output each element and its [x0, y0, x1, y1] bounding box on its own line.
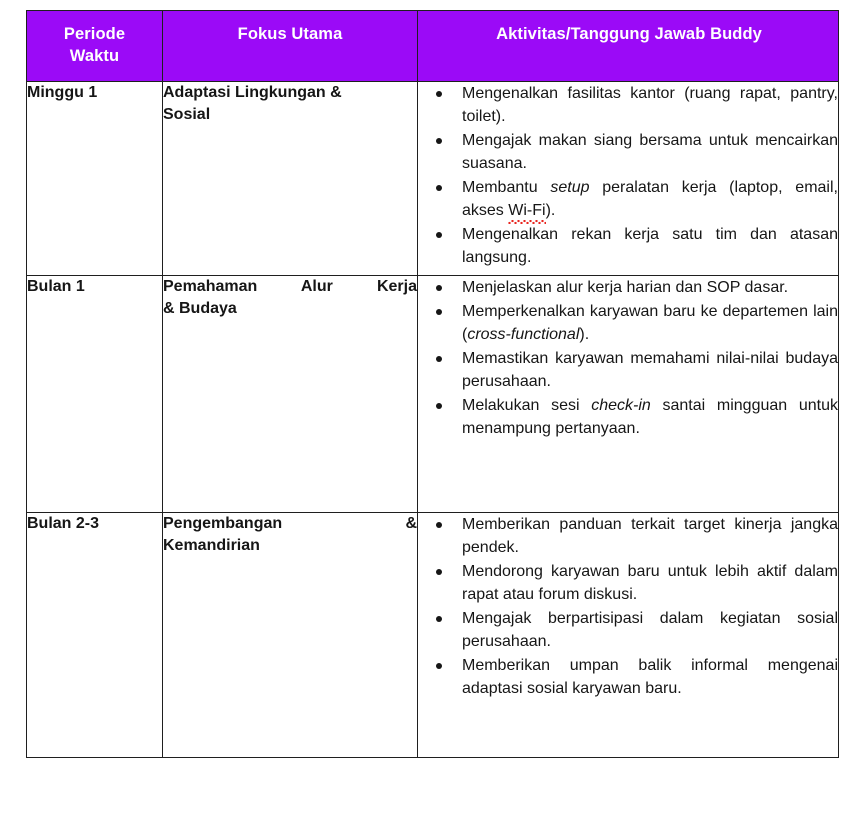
header-line-2: Waktu	[69, 46, 120, 65]
column-header-aktivitas-text: Aktivitas/Tanggung Jawab Buddy	[496, 25, 762, 43]
cell-fokus-line-2: Kemandirian	[163, 536, 260, 554]
activity-list	[418, 82, 838, 269]
list-item-text: Mengenalkan fasilitas kantor (ruang rapat, pantry, toilet).	[462, 85, 838, 126]
list-item	[418, 513, 838, 559]
list-item	[418, 347, 838, 393]
table-header	[27, 11, 839, 82]
table-header-row	[27, 11, 839, 82]
list-item-text-cont: santai mingguan untuk menampung pertanyaan.	[462, 397, 838, 438]
list-item-emphasis: setup	[550, 179, 590, 197]
list-item	[418, 82, 838, 128]
cell-fokus-line-1: Adaptasi Lingkungan &	[163, 84, 342, 101]
cell-periode: Bulan 2-3	[27, 513, 163, 758]
list-item	[418, 654, 838, 700]
list-item-text: Mengajak makan siang bersama untuk mencairkan suasana.	[462, 132, 838, 173]
list-item-text: Mengenalkan rekan kerja satu tim dan atasan langsung.	[462, 226, 838, 267]
list-item	[418, 276, 838, 299]
list-item	[418, 560, 838, 606]
table-body	[27, 82, 839, 758]
column-header-periode-waktu	[27, 11, 163, 82]
cell-aktivitas	[418, 276, 839, 513]
table-row	[27, 513, 839, 758]
list-item	[418, 223, 838, 269]
cell-periode: Bulan 1	[27, 276, 163, 513]
list-item-text: Memberikan panduan terkait target kinerja jangka pendek.	[462, 516, 838, 557]
list-item	[418, 300, 838, 346]
activity-list	[418, 276, 838, 440]
cell-periode: Minggu 1	[27, 82, 163, 276]
column-header-fokus-utama	[163, 11, 418, 82]
list-item-text: Mengajak berpartisipasi dalam kegiatan sosial perusahaan.	[462, 610, 838, 651]
cell-fokus-line-1: Pemahaman Alur Kerja	[163, 278, 417, 295]
cell-fokus	[163, 82, 418, 276]
column-header-fokus-utama-text: Fokus Utama	[237, 25, 343, 43]
list-item-emphasis: check-in	[591, 397, 651, 415]
list-item-text: Memberikan umpan balik informal mengenai adaptasi sosial karyawan baru.	[462, 657, 838, 698]
cell-aktivitas	[418, 513, 839, 758]
list-item-text: Memastikan karyawan memahami nilai-nilai budaya perusahaan.	[462, 350, 838, 391]
cell-fokus-line-2: & Budaya	[163, 299, 237, 317]
column-header-periode-waktu-text	[27, 11, 162, 68]
table-row	[27, 276, 839, 513]
header-line-1: Periode	[63, 25, 126, 43]
cell-fokus	[163, 513, 418, 758]
list-item	[418, 607, 838, 653]
list-item	[418, 129, 838, 175]
list-item-text: Menjelaskan alur kerja harian dan SOP dasar.	[462, 279, 789, 296]
list-item-text: Membantu	[462, 179, 551, 197]
list-item-emphasis: cross-functional	[467, 326, 580, 344]
list-item-text: Memperkenalkan karyawan baru ke departemen lain (	[462, 303, 838, 344]
list-item-text-cont: ).	[579, 326, 590, 344]
buddy-program-table-container	[26, 10, 838, 758]
column-header-aktivitas	[418, 11, 839, 82]
buddy-program-table	[26, 10, 839, 758]
list-item-text: Mendorong karyawan baru untuk lebih aktif dalam rapat atau forum diskusi.	[462, 563, 838, 604]
table-row	[27, 82, 839, 276]
cell-fokus-line-1: Pengembangan &	[163, 515, 417, 532]
cell-aktivitas	[418, 82, 839, 276]
cell-fokus-line-2: Sosial	[163, 105, 211, 123]
list-item-text-cont: peralatan kerja (laptop, email, akses	[462, 179, 838, 220]
list-item	[418, 176, 838, 222]
list-item-text: Melakukan sesi	[462, 397, 592, 415]
activity-list	[418, 513, 838, 700]
list-item	[418, 394, 838, 440]
cell-fokus	[163, 276, 418, 513]
spellcheck-flagged-word: Wi-Fi	[508, 199, 545, 222]
list-item-text-tail: ).	[545, 202, 556, 220]
